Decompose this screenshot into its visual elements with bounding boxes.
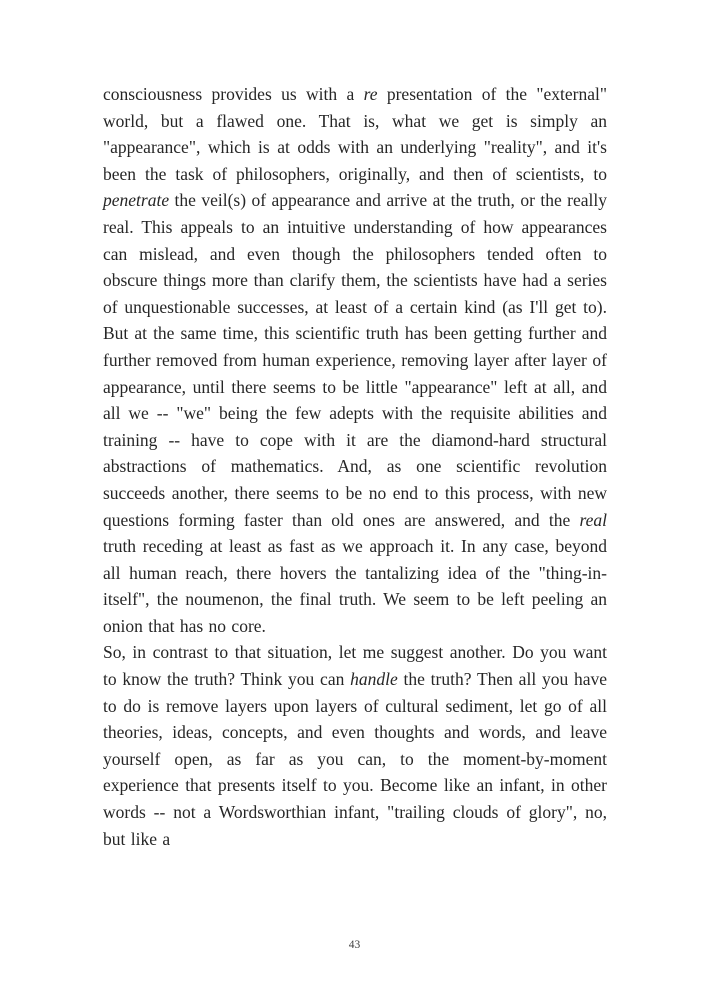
body-text xyxy=(103,81,607,852)
paragraph: consciousness provides us with a re presentation of the "external" world, but a flawed one. That is, what we get is simply an "appearance", which is at odds with an underlying "reality", and it's been the task of philosophers, originally, and then of scientists, to penetrate the veil(s) of appearance and arrive at the truth, or the really real. This appeals to an intuitive understanding of how appearances can mislead, and even though the philosophers tended often to obscure things more than clarify them, the scientists have had a series of unquestionable successes, at least of a certain kind (as I'll get to). But at the same time, this scientific truth has been getting further and further removed from human experience, removing layer after layer of appearance, until there seems to be little "appearance" left at all, and all we -- "we" being the few adepts with the requisite abilities and training -- have to cope with it are the diamond-hard structural abstractions of mathematics. And, as one scientific revolution succeeds another, there seems to be no end to this process, with new questions forming faster than old ones are answered, and the real truth receding at least as fast as we approach it. In any case, beyond all human reach, there hovers the tantalizing idea of the "thing-in-itself", the noumenon, the final truth. We seem to be left peeling an onion that has no core. xyxy=(103,84,608,636)
page-number: 43 xyxy=(348,939,361,951)
paragraph: So, in contrast to that situation, let me suggest another. Do you want to know the truth? Think you can handle the truth? Then all you have to do is remove layers upon layers of cultural sediment, let go of all theories, ideas, concepts, and even thoughts and words, and leave yourself open, as far as you can, to the moment-by-moment experience that presents itself to you. Become like an infant, in other words -- not a Wordsworthian infant, "trailing clouds of glory", no, but like a xyxy=(103,642,608,849)
